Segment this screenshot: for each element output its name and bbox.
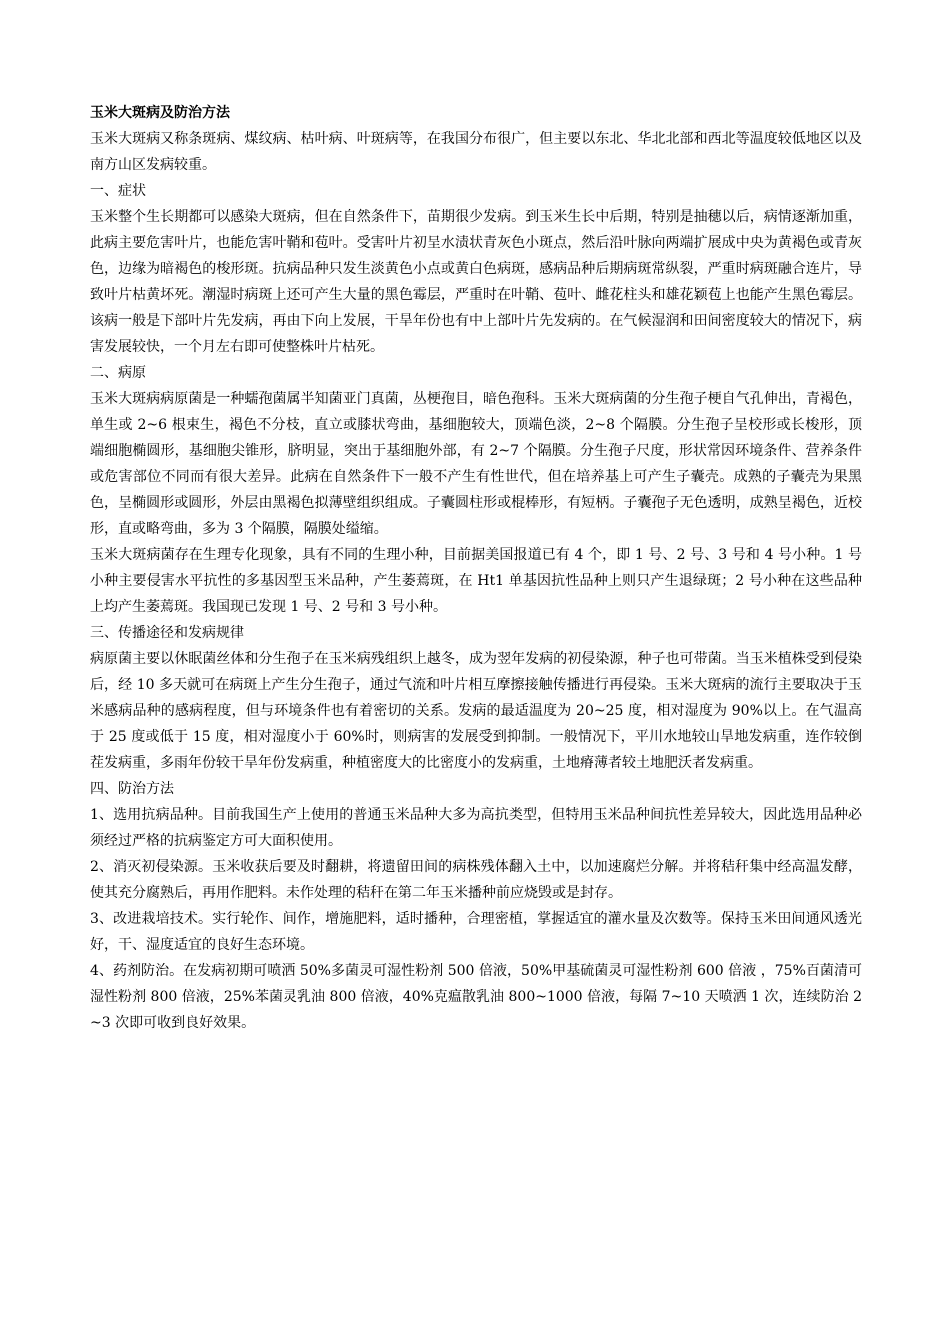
intro-paragraph: 玉米大斑病又称条斑病、煤纹病、枯叶病、叶斑病等，在我国分布很广，但主要以东北、华北北部和西北等温度较低地区以及南方山区发病较重。 [90,131,862,173]
paragraph-pathogen-morphology: 玉米大斑病病原菌是一种蠕孢菌属半知菌亚门真菌，丛梗孢目，暗色孢科。玉米大斑病菌的分生孢子梗自气孔伸出，青褐色，单生或 2~6 根束生，褐色不分枝，直立或膝状弯曲，基细胞较大，顶端色淡，2~8 个隔膜。分生孢子呈校形或长梭形，顶端细胞椭圆形，基细胞尖锥形，脐明显，突出于基细胞外部，有 2~7 个隔膜。分生孢子尺度，形状常因环境条件、营养条件或危害部位不同而有很大差异。此病在自然条件下一般不产生有性世代，但在培养基上可产生子囊壳。成熟的子囊壳为果黑色，呈椭圆形或圆形，外层由黑褐色拟薄壁组织组成。子囊圆柱形或棍棒形，有短柄。子囊孢子无色透明，成熟呈褐色，近校形，直或略弯曲，多为 3 个隔膜，隔膜处缢缩。 [90,391,862,537]
section-heading-symptoms: 一、症状 [90,183,146,199]
paragraph-control-1: 1、选用抗病品种。目前我国生产上使用的普通玉米品种大多为高抗类型，但特用玉米品种间抗性差异较大，因此选用品种必须经过严格的抗病鉴定方可大面积使用。 [90,807,862,849]
paragraph-control-2: 2、消灭初侵染源。玉米收获后要及时翻耕，将遗留田间的病株残体翻入土中，以加速腐烂分解。并将秸秆集中经高温发酵，使其充分腐熟后，再用作肥料。未作处理的秸秆在第二年玉米播种前应烧毁或是封存。 [90,859,862,901]
paragraph-control-4: 4、药剂防治。在发病初期可喷洒 50%多菌灵可湿性粉剂 500 倍液，50%甲基硫菌灵可湿性粉剂 600 倍液 ，75%百菌清可湿性粉剂 800 倍液，25%苯菌灵乳油 800 倍液，40%克瘟散乳油 800~1000 倍液，每隔 7~10 天喷洒 1 次，连续防治 2~3 次即可收到良好效果。 [90,963,862,1031]
paragraph-symptoms: 玉米整个生长期都可以感染大斑病，但在自然条件下，苗期很少发病。到玉米生长中后期，特别是抽穗以后，病情逐渐加重，此病主要危害叶片，也能危害叶鞘和苞叶。受害叶片初呈水渍状青灰色小斑点，然后沿叶脉向两端扩展成中央为黄褐色或青灰色，边缘为暗褐色的梭形斑。抗病品种只发生淡黄色小点或黄白色病斑，感病品种后期病斑常纵裂，严重时病斑融合连片，导致叶片枯黄坏死。潮湿时病斑上还可产生大量的黑色霉层，严重时在叶鞘、苞叶、雌花柱头和雄花颖苞上也能产生黑色霉层。该病一般是下部叶片先发病，再由下向上发展，干旱年份也有中上部叶片先发病的。在气候湿润和田间密度较大的情况下，病害发展较快，一个月左右即可使整株叶片枯死。 [90,209,862,355]
paragraph-pathogen-races: 玉米大斑病菌存在生理专化现象，具有不同的生理小种，目前据美国报道已有 4 个，即 1 号、2 号、3 号和 4 号小种。1 号小种主要侵害水平抗性的多基因型玉米品种，产生萎蔫斑，在 Ht1 单基因抗性品种上则只产生退绿斑；2 号小种在这些品种上均产生萎蔫斑。我国现已发现 1 号、2 号和 3 号小种。 [90,547,862,615]
section-heading-control: 四、防治方法 [90,781,174,797]
section-heading-pathogen: 二、病原 [90,365,146,381]
section-heading-transmission: 三、传播途径和发病规律 [90,625,244,641]
paragraph-control-3: 3、改进栽培技术。实行轮作、间作，增施肥料，适时播种，合理密植，掌握适宜的灌水量及次数等。保持玉米田间通风透光好，干、湿度适宜的良好生态环境。 [90,911,862,953]
paragraph-transmission: 病原菌主要以休眠菌丝体和分生孢子在玉米病残组织上越冬，成为翌年发病的初侵染源，种子也可带菌。当玉米植株受到侵染后，经 10 多天就可在病斑上产生分生孢子，通过气流和叶片相互摩擦接触传播进行再侵染。玉米大斑病的流行主要取决于玉米感病品种的感病程度，但与环境条件也有着密切的关系。发病的最适温度为 20~25 度，相对湿度为 90%以上。在气温高于 25 度或低于 15 度，相对湿度小于 60%时，则病害的发展受到抑制。一般情况下，平川水地较山旱地发病重，连作较倒茬发病重，多雨年份较干旱年份发病重，种植密度大的比密度小的发病重，土地瘠薄者较土地肥沃者发病重。 [90,651,862,771]
document-page [90,100,862,1036]
document-title: 玉米大斑病及防治方法 [90,105,230,121]
